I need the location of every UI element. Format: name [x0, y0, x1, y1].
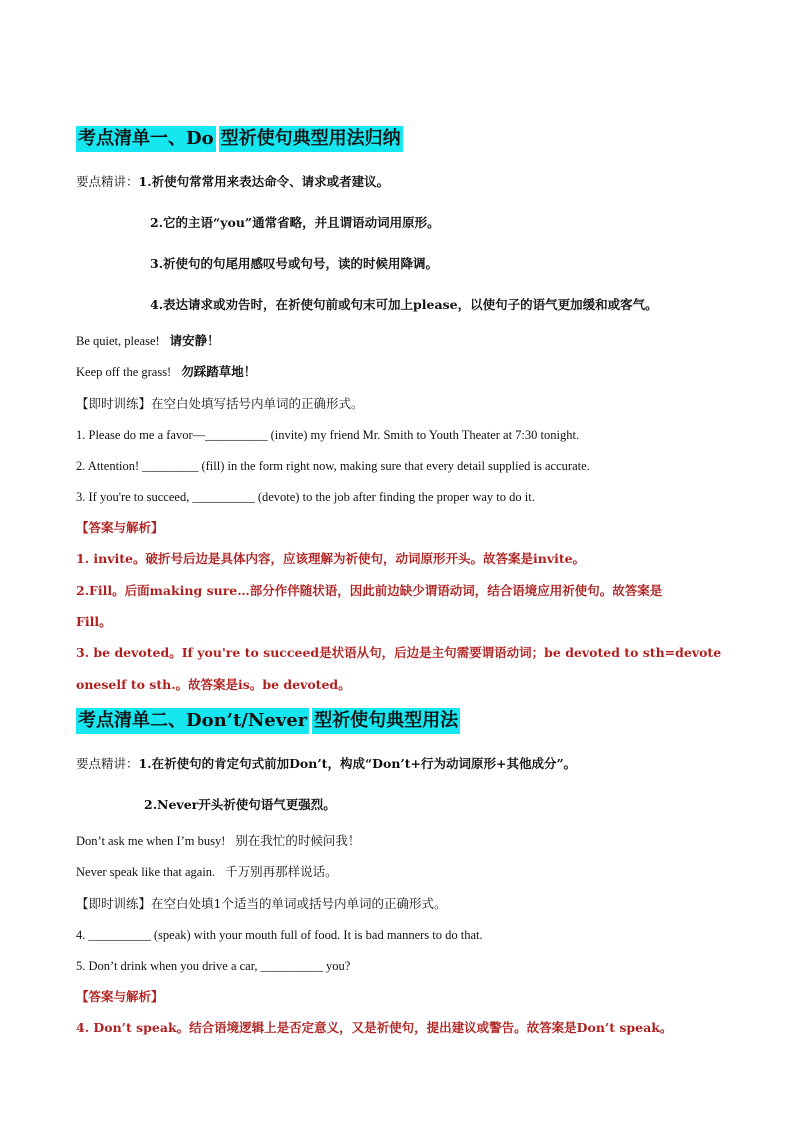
question-text: 2. Attention! [76, 459, 140, 473]
answer-blank[interactable]: __________ [260, 959, 324, 973]
section1-example-1 [76, 333, 220, 349]
question-5 [76, 958, 350, 974]
section1-practice-row [76, 396, 364, 412]
section1-title-b: 型祈使句典型用法归纳 [219, 126, 403, 152]
section2-point-1-row [76, 756, 576, 772]
question-text: 1. Please do me a favor— [76, 428, 206, 442]
answer-blank[interactable]: __________ [192, 490, 255, 504]
question-1 [76, 427, 579, 443]
example-zh: 勿踩踏草地！ [181, 364, 257, 379]
section2-keypoint-label: 要点精讲： [76, 756, 139, 771]
section1-title-a: 考点清单一、Do [76, 126, 216, 152]
answer-3-cont: oneself to sth.。故答案是is。be devoted。 [76, 677, 351, 692]
section2-example-1 [76, 833, 360, 849]
section2-practice-row [76, 896, 446, 912]
section1-heading [76, 124, 403, 154]
example-en: Don’t ask me when I’m busy! [76, 834, 226, 848]
section2-example-2 [76, 864, 338, 880]
section2-answer-label: 【答案与解析】 [76, 989, 164, 1004]
section2-heading [76, 706, 460, 736]
question-text: 5. Don’t drink when you drive a car, [76, 959, 258, 973]
section2-title-b: 型祈使句典型用法 [312, 708, 460, 734]
answer-2: 2.Fill。后面making sure…部分作伴随状语，因此前边缺少谓语动词，结合语境应用祈使句。故答案是 [76, 583, 663, 598]
example-zh: 别在我忙的时候问我！ [235, 833, 361, 848]
answer-2-cont: Fill。 [76, 614, 112, 629]
answer-blank[interactable]: __________ [88, 928, 151, 942]
question-text: (speak) with your mouth full of food. It is bad manners to do that. [153, 928, 483, 942]
section1-answer-label: 【答案与解析】 [76, 520, 164, 535]
section1-practice-instruction: 在空白处填写括号内单词的正确形式。 [151, 396, 364, 411]
section1-example-2 [76, 364, 256, 380]
section2-practice-label: 【即时训练】 [76, 896, 152, 911]
question-text: you? [326, 959, 351, 973]
example-en: Keep off the grass! [76, 365, 172, 379]
question-text: 4. [76, 928, 86, 942]
answer-1: 1. invite。破折号后边是具体内容，应该理解为祈使句，动词原形开头。故答案是invite。 [76, 551, 586, 566]
section1-keypoint-label: 要点精讲： [76, 174, 139, 189]
section1-point-4: 4.表达请求或劝告时，在祈使句前或句末可加上please，以使句子的语气更加缓和或客气。 [150, 297, 658, 312]
section2-title-a: 考点清单二、Don’t/Never [76, 708, 309, 734]
section2-practice-instruction: 在空白处填1个适当的单词或括号内单词的正确形式。 [151, 896, 447, 911]
answer-3: 3. be devoted。If you're to succeed是状语从句，后边是主句需要谓语动词；be devoted to sth=devote [76, 645, 722, 660]
question-4 [76, 927, 483, 943]
question-2 [76, 458, 590, 474]
answer-blank[interactable]: __________ [205, 428, 268, 442]
answer-4: 4. Don’t speak。结合语境逻辑上是否定意义，又是祈使句，提出建议或警告。故答案是Don’t speak。 [76, 1020, 673, 1035]
section2-point-1: 1.在祈使句的肯定句式前加Don’t，构成“Don’t+行为动词原形+其他成分”。 [138, 756, 577, 771]
question-text: (invite) my friend Mr. Smith to Youth Theater at 7:30 tonight. [270, 428, 580, 442]
section1-point-1: 1.祈使句常常用来表达命令、请求或者建议。 [138, 174, 390, 189]
question-text: 3. If you're to succeed, [76, 490, 190, 504]
section2-point-2: 2.Never开头祈使句语气更强烈。 [144, 797, 336, 812]
answer-blank[interactable]: _________ [142, 459, 199, 473]
example-zh: 请安静！ [169, 333, 220, 348]
section1-practice-label: 【即时训练】 [76, 396, 152, 411]
question-text: (devote) to the job after finding the proper way to do it. [257, 490, 535, 504]
section1-point-3: 3.祈使句的句尾用感叹号或句号，读的时候用降调。 [150, 256, 439, 271]
example-zh: 千万别再那样说话。 [225, 864, 338, 879]
question-text: (fill) in the form right now, making sure that every detail supplied is accurate. [201, 459, 590, 473]
question-3 [76, 489, 535, 505]
example-en: Never speak like that again. [76, 865, 216, 879]
example-en: Be quiet, please! [76, 334, 160, 348]
section1-point-1-row [76, 174, 389, 190]
section1-point-2: 2.它的主语“you”通常省略，并且谓语动词用原形。 [150, 215, 440, 230]
